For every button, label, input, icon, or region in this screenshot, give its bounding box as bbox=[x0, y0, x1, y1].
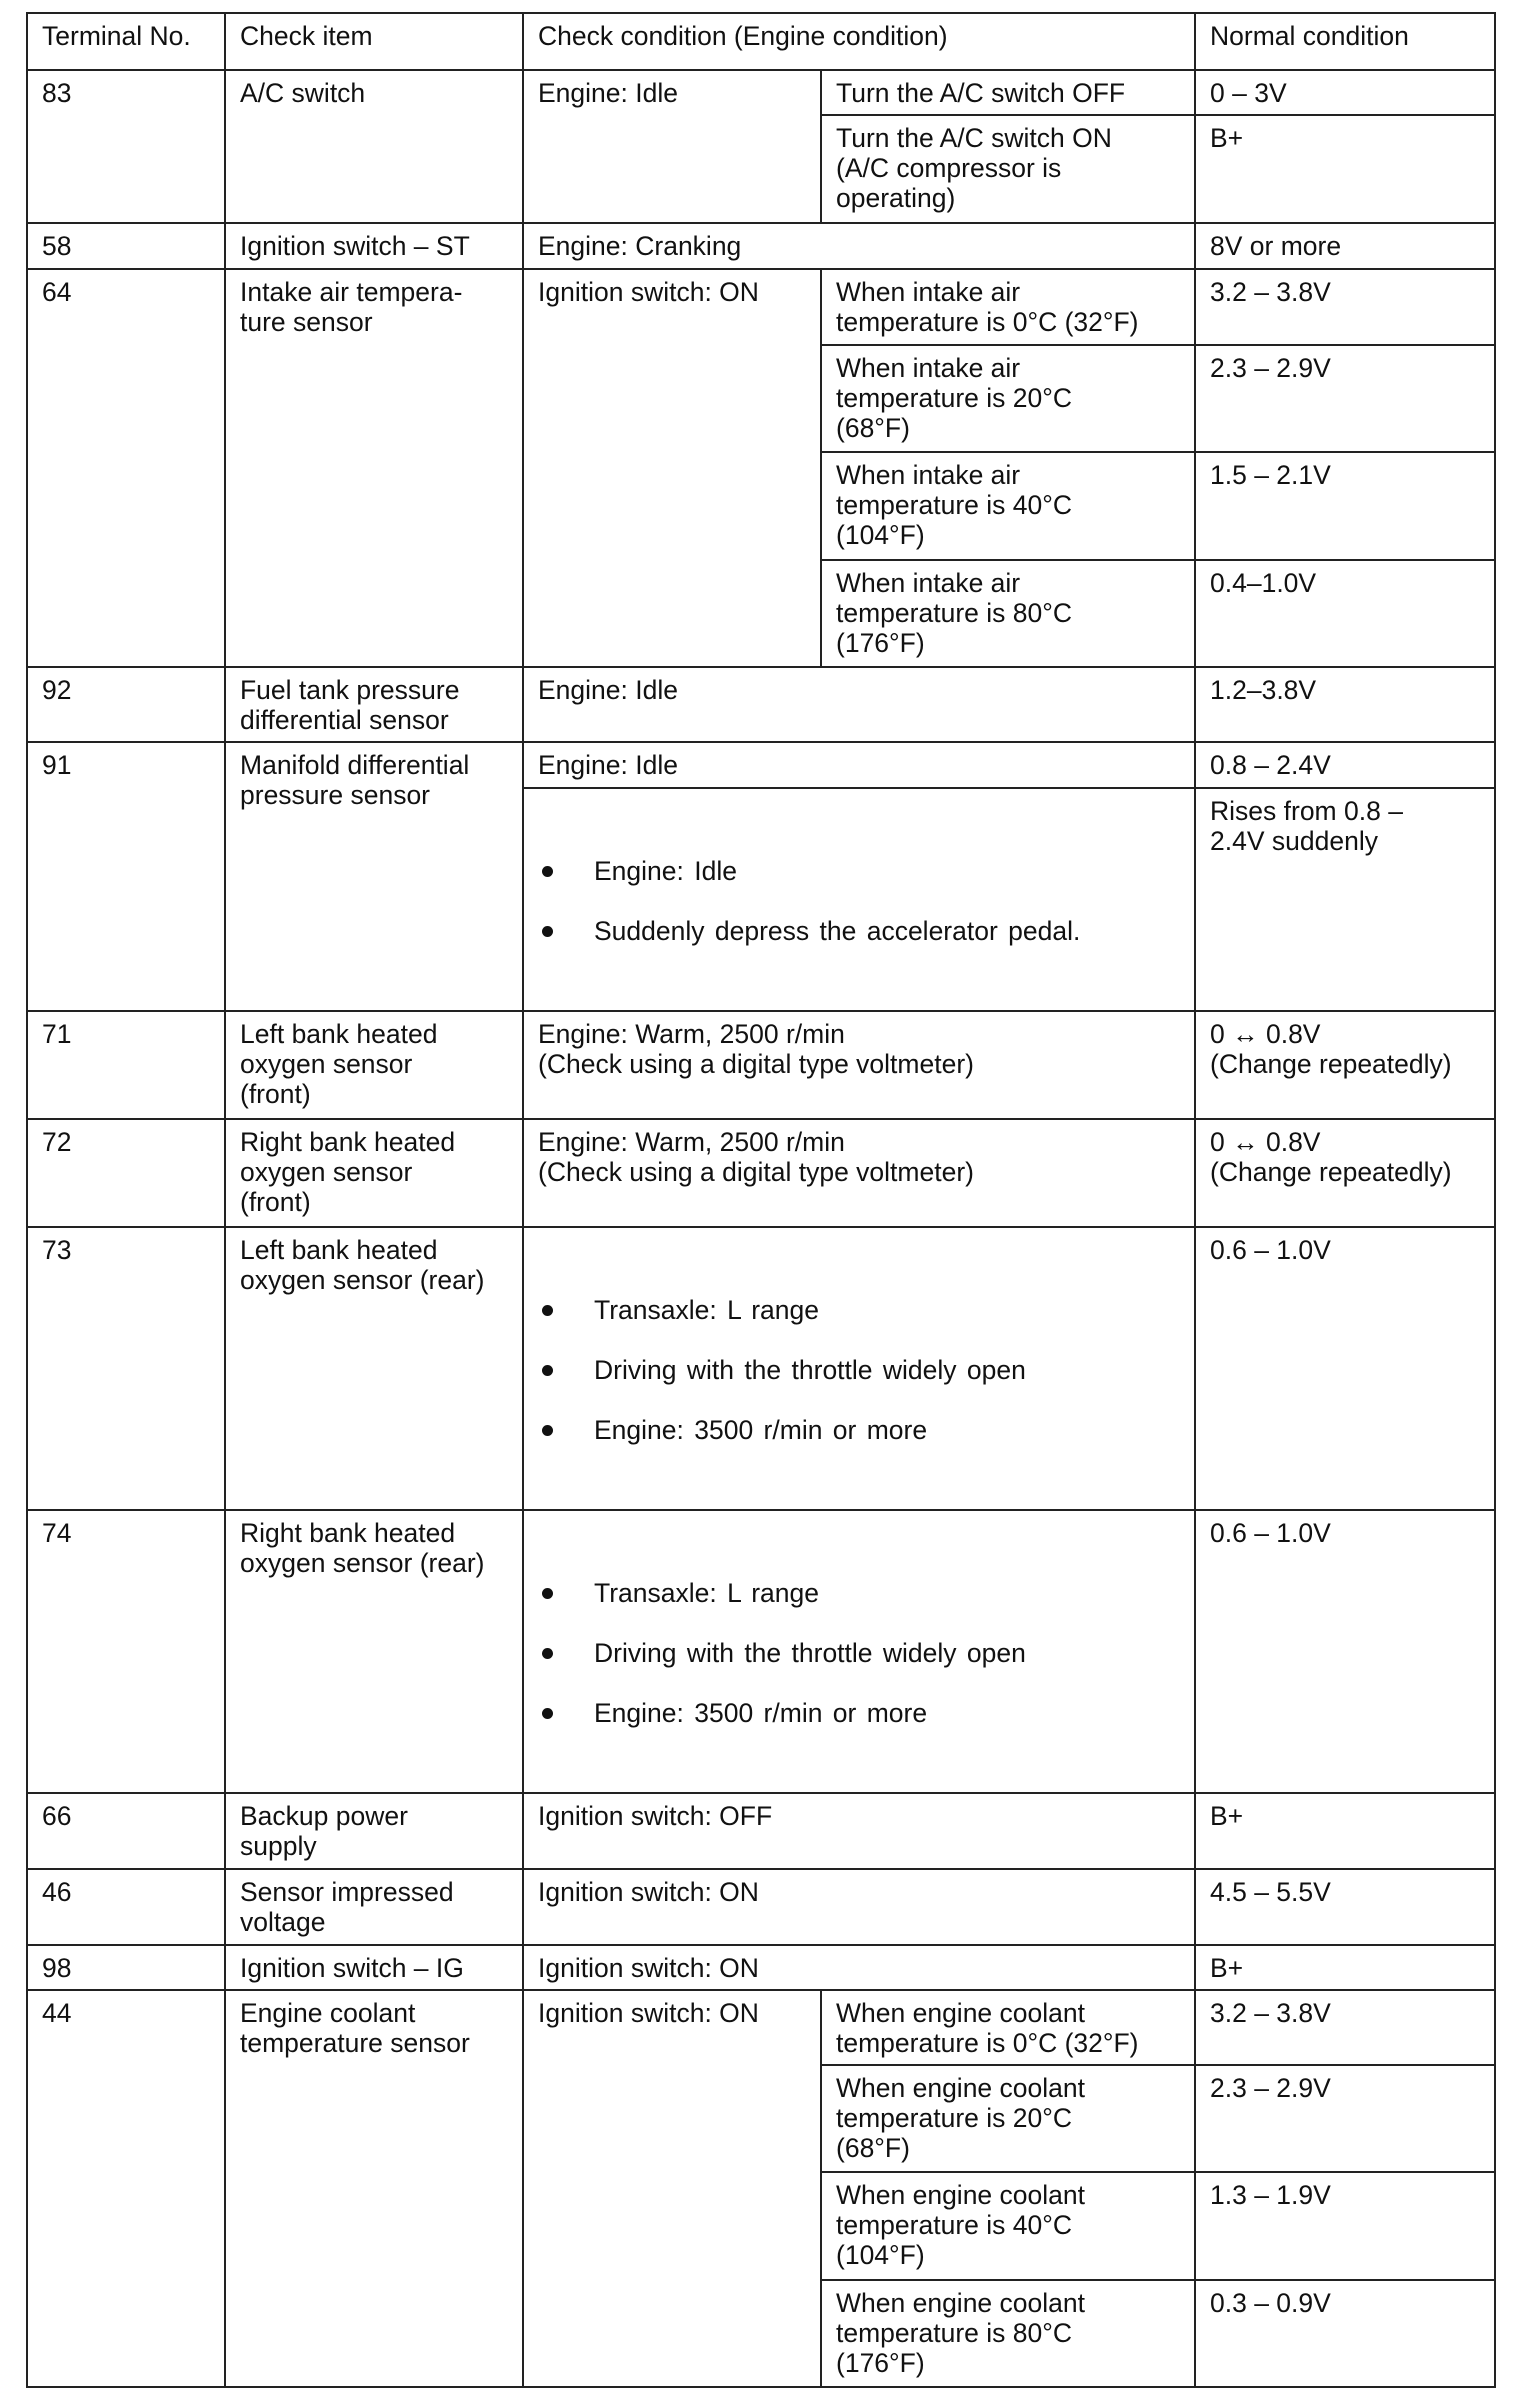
terminal-cell: 83 bbox=[27, 70, 225, 223]
check-item-cell: Backup power supply bbox=[225, 1793, 523, 1869]
table-row bbox=[27, 1227, 1495, 1510]
condition-bullet: Driving with the throttle widely open bbox=[538, 1638, 1180, 1668]
condition-bullet: Engine: 3500 r/min or more bbox=[538, 1698, 1180, 1728]
terminal-cell: 66 bbox=[27, 1793, 225, 1869]
header-check-condition: Check condition (Engine condition) bbox=[523, 13, 1195, 70]
condition-cell: Ignition switch: ON bbox=[523, 1869, 1195, 1945]
normal-cell: 2.3 – 2.9V bbox=[1195, 2065, 1495, 2172]
terminal-cell: 98 bbox=[27, 1945, 225, 1990]
table-row bbox=[27, 223, 1495, 269]
sub-condition-cell: When intake air temperature is 20°C (68°F) bbox=[821, 345, 1195, 452]
terminal-cell: 46 bbox=[27, 1869, 225, 1945]
header-normal-condition: Normal condition bbox=[1195, 13, 1495, 70]
check-item-cell: Engine coolant temperature sensor bbox=[225, 1990, 523, 2387]
condition-cell: Engine: Idle bbox=[523, 742, 1195, 788]
terminal-cell: 72 bbox=[27, 1119, 225, 1227]
check-item-cell: Ignition switch – IG bbox=[225, 1945, 523, 1990]
check-item-cell: Right bank heated oxygen sensor (front) bbox=[225, 1119, 523, 1227]
sub-condition-cell: When engine coolant temperature is 80°C (176°F) bbox=[821, 2280, 1195, 2387]
condition-cell: Ignition switch: ON bbox=[523, 269, 821, 667]
normal-cell: Rises from 0.8 – 2.4V suddenly bbox=[1195, 788, 1495, 1011]
sub-condition-cell: Turn the A/C switch OFF bbox=[821, 70, 1195, 115]
terminal-cell: 44 bbox=[27, 1990, 225, 2387]
normal-cell: B+ bbox=[1195, 1793, 1495, 1869]
normal-cell: 0.6 – 1.0V bbox=[1195, 1227, 1495, 1510]
sub-condition-cell: Turn the A/C switch ON (A/C compressor is operating) bbox=[821, 115, 1195, 223]
condition-bullet: Transaxle: L range bbox=[538, 1295, 1180, 1325]
normal-cell: 0.8 – 2.4V bbox=[1195, 742, 1495, 788]
table-row bbox=[27, 1011, 1495, 1119]
normal-cell: B+ bbox=[1195, 1945, 1495, 1990]
normal-cell: B+ bbox=[1195, 115, 1495, 223]
normal-cell: 0.4–1.0V bbox=[1195, 560, 1495, 667]
normal-cell: 8V or more bbox=[1195, 223, 1495, 269]
sub-condition-cell: When intake air temperature is 80°C (176°F) bbox=[821, 560, 1195, 667]
condition-bullet-list bbox=[538, 826, 1180, 976]
condition-cell: Engine: Idle bbox=[523, 667, 1195, 742]
table-row bbox=[27, 1869, 1495, 1945]
terminal-cell: 74 bbox=[27, 1510, 225, 1793]
table-row bbox=[27, 269, 1495, 345]
condition-bullet: Engine: Idle bbox=[538, 856, 1180, 886]
check-item-cell: Left bank heated oxygen sensor (rear) bbox=[225, 1227, 523, 1510]
table-row bbox=[27, 667, 1495, 742]
sub-condition-cell: When intake air temperature is 40°C (104°F) bbox=[821, 452, 1195, 560]
condition-cell: Engine: Warm, 2500 r/min (Check using a digital type voltmeter) bbox=[523, 1011, 1195, 1119]
check-item-cell: Sensor impressed voltage bbox=[225, 1869, 523, 1945]
sub-condition-cell: When engine coolant temperature is 20°C (68°F) bbox=[821, 2065, 1195, 2172]
condition-bullet-list bbox=[538, 1265, 1180, 1475]
table-row bbox=[27, 1510, 1495, 1793]
sub-condition-cell: When intake air temperature is 0°C (32°F) bbox=[821, 269, 1195, 345]
terminal-cell: 64 bbox=[27, 269, 225, 667]
condition-bullet-list bbox=[538, 1548, 1180, 1758]
normal-cell: 0.3 – 0.9V bbox=[1195, 2280, 1495, 2387]
normal-cell: 1.2–3.8V bbox=[1195, 667, 1495, 742]
terminal-cell: 58 bbox=[27, 223, 225, 269]
condition-cell: Engine: Cranking bbox=[523, 223, 1195, 269]
check-item-cell: Fuel tank pressure differential sensor bbox=[225, 667, 523, 742]
terminal-cell: 92 bbox=[27, 667, 225, 742]
terminal-cell: 91 bbox=[27, 742, 225, 1011]
normal-cell: 3.2 – 3.8V bbox=[1195, 269, 1495, 345]
condition-cell: Engine: Warm, 2500 r/min (Check using a digital type voltmeter) bbox=[523, 1119, 1195, 1227]
header-check-item: Check item bbox=[225, 13, 523, 70]
table-row bbox=[27, 70, 1495, 115]
check-item-cell: Ignition switch – ST bbox=[225, 223, 523, 269]
condition-cell: Ignition switch: OFF bbox=[523, 1793, 1195, 1869]
normal-cell: 0 – 3V bbox=[1195, 70, 1495, 115]
condition-bullet: Suddenly depress the accelerator pedal. bbox=[538, 916, 1180, 946]
table-row bbox=[27, 1793, 1495, 1869]
condition-cell: Ignition switch: ON bbox=[523, 1945, 1195, 1990]
normal-cell: 4.5 – 5.5V bbox=[1195, 1869, 1495, 1945]
normal-cell: 1.3 – 1.9V bbox=[1195, 2172, 1495, 2280]
sub-condition-cell: When engine coolant temperature is 0°C (32°F) bbox=[821, 1990, 1195, 2065]
normal-cell: 0.6 – 1.0V bbox=[1195, 1510, 1495, 1793]
normal-cell: 0 ↔ 0.8V (Change repeatedly) bbox=[1195, 1119, 1495, 1227]
condition-bullet: Transaxle: L range bbox=[538, 1578, 1180, 1608]
header-terminal: Terminal No. bbox=[27, 13, 225, 70]
terminal-cell: 73 bbox=[27, 1227, 225, 1510]
sub-condition-cell: When engine coolant temperature is 40°C (104°F) bbox=[821, 2172, 1195, 2280]
check-item-cell: Right bank heated oxygen sensor (rear) bbox=[225, 1510, 523, 1793]
normal-cell: 2.3 – 2.9V bbox=[1195, 345, 1495, 452]
table-row bbox=[27, 1990, 1495, 2065]
normal-cell: 0 ↔ 0.8V (Change repeatedly) bbox=[1195, 1011, 1495, 1119]
check-item-cell: A/C switch bbox=[225, 70, 523, 223]
check-item-cell: Intake air tempera- ture sensor bbox=[225, 269, 523, 667]
condition-bullet: Driving with the throttle widely open bbox=[538, 1355, 1180, 1385]
condition-cell bbox=[523, 1510, 1195, 1793]
table-row bbox=[27, 1945, 1495, 1990]
condition-bullet: Engine: 3500 r/min or more bbox=[538, 1415, 1180, 1445]
condition-cell bbox=[523, 788, 1195, 1011]
normal-cell: 1.5 – 2.1V bbox=[1195, 452, 1495, 560]
condition-cell: Ignition switch: ON bbox=[523, 1990, 821, 2387]
table-header-row bbox=[27, 13, 1495, 70]
check-item-cell: Manifold differential pressure sensor bbox=[225, 742, 523, 1011]
terminal-check-table bbox=[26, 12, 1496, 2388]
normal-cell: 3.2 – 3.8V bbox=[1195, 1990, 1495, 2065]
check-item-cell: Left bank heated oxygen sensor (front) bbox=[225, 1011, 523, 1119]
terminal-cell: 71 bbox=[27, 1011, 225, 1119]
condition-cell: Engine: Idle bbox=[523, 70, 821, 223]
table-row bbox=[27, 742, 1495, 788]
table-row bbox=[27, 1119, 1495, 1227]
condition-cell bbox=[523, 1227, 1195, 1510]
